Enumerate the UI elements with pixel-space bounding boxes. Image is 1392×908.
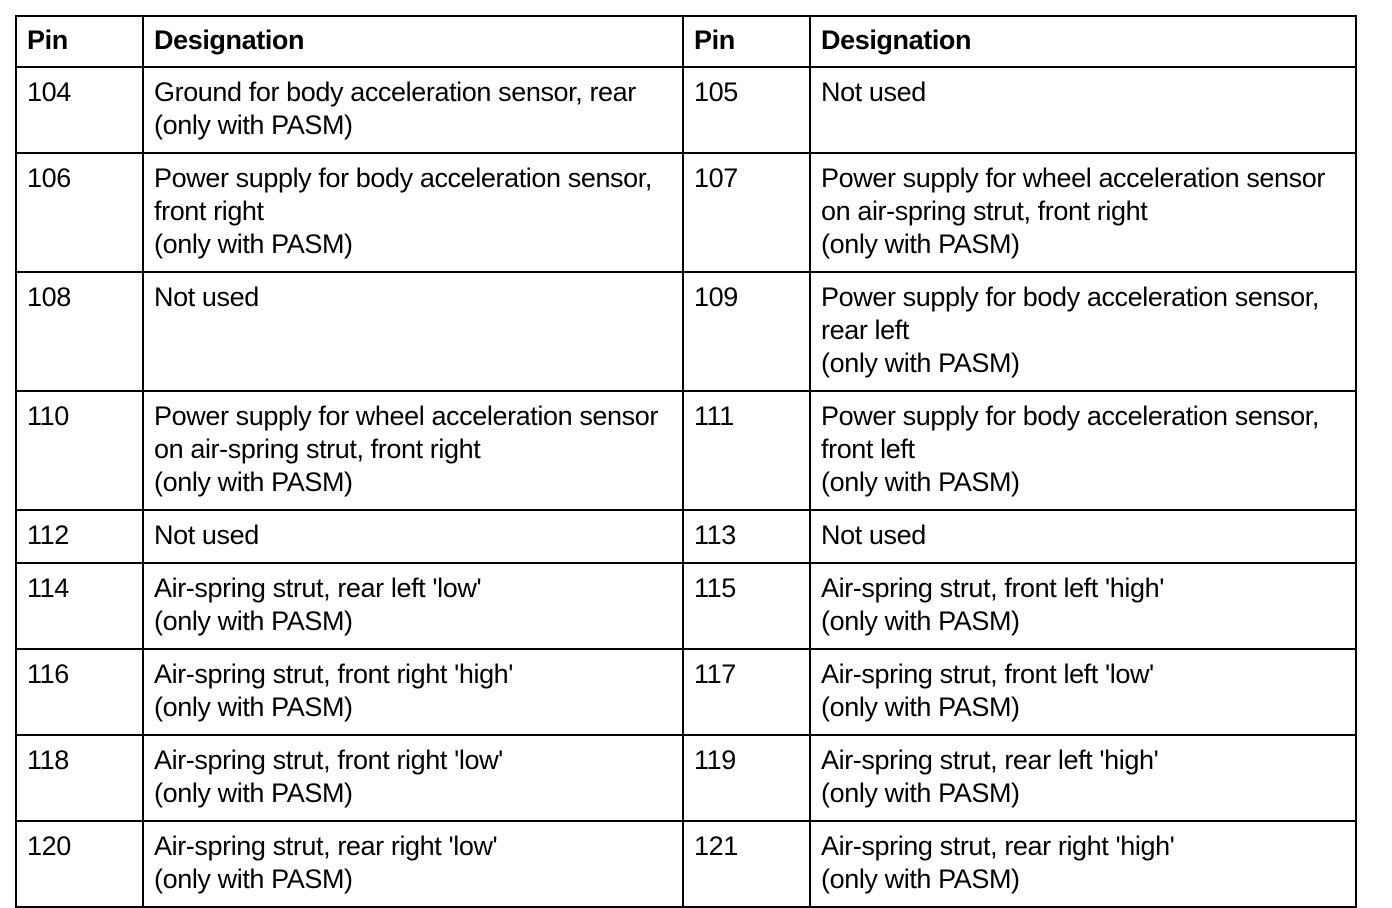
designation-line: Not used xyxy=(821,77,926,107)
designation-line: front right xyxy=(154,196,264,226)
pin-designation-right xyxy=(810,272,1356,391)
pin-number-right: 109 xyxy=(683,272,810,391)
pin-number-right: 105 xyxy=(683,67,810,153)
designation-line: Power supply for wheel acceleration sensor xyxy=(154,401,658,431)
designation-line: Air-spring strut, front right 'high' xyxy=(154,659,514,689)
table-row xyxy=(16,153,1356,272)
designation-line: Air-spring strut, rear left 'high' xyxy=(821,745,1159,775)
pin-number-left: 118 xyxy=(16,735,143,821)
designation-line: (only with PASM) xyxy=(821,467,1020,497)
pin-designation-right xyxy=(810,510,1356,563)
designation-line: (only with PASM) xyxy=(154,778,353,808)
pin-designation-right xyxy=(810,649,1356,735)
designation-line: Air-spring strut, rear right 'high' xyxy=(821,831,1175,861)
pin-number-right: 119 xyxy=(683,735,810,821)
header-designation-left: Designation xyxy=(143,16,683,67)
table-row xyxy=(16,510,1356,563)
pin-number-left: 120 xyxy=(16,821,143,907)
designation-line: Air-spring strut, front left 'low' xyxy=(821,659,1154,689)
designation-line: (only with PASM) xyxy=(821,778,1020,808)
table-row xyxy=(16,272,1356,391)
designation-line: Not used xyxy=(821,520,926,550)
designation-line: Not used xyxy=(154,282,259,312)
designation-line: Air-spring strut, rear left 'low' xyxy=(154,573,482,603)
designation-line: on air-spring strut, front right xyxy=(821,196,1148,226)
pin-number-right: 117 xyxy=(683,649,810,735)
designation-line: Power supply for body acceleration sensor, xyxy=(154,163,652,193)
designation-line: (only with PASM) xyxy=(821,692,1020,722)
pin-number-right: 107 xyxy=(683,153,810,272)
table-row xyxy=(16,67,1356,153)
pin-designation-left xyxy=(143,153,683,272)
pin-designation-right xyxy=(810,153,1356,272)
header-pin-right: Pin xyxy=(683,16,810,67)
table-row xyxy=(16,649,1356,735)
pin-designation-right xyxy=(810,821,1356,907)
pin-designation-left xyxy=(143,391,683,510)
designation-line: (only with PASM) xyxy=(821,229,1020,259)
pin-number-right: 121 xyxy=(683,821,810,907)
table-row xyxy=(16,391,1356,510)
pin-number-left: 104 xyxy=(16,67,143,153)
table-header xyxy=(16,16,1356,67)
pin-number-left: 110 xyxy=(16,391,143,510)
table-body xyxy=(16,67,1356,907)
pin-designation-left xyxy=(143,821,683,907)
pin-number-right: 113 xyxy=(683,510,810,563)
designation-line: Air-spring strut, front left 'high' xyxy=(821,573,1164,603)
designation-line: Ground for body acceleration sensor, rear xyxy=(154,77,636,107)
pin-number-right: 115 xyxy=(683,563,810,649)
designation-line: (only with PASM) xyxy=(821,348,1020,378)
designation-line: (only with PASM) xyxy=(154,692,353,722)
designation-line: rear left xyxy=(821,315,909,345)
designation-line: Power supply for body acceleration sensor, xyxy=(821,282,1319,312)
pin-number-left: 116 xyxy=(16,649,143,735)
pin-designation-left xyxy=(143,67,683,153)
table-row xyxy=(16,821,1356,907)
pin-designation-left xyxy=(143,735,683,821)
designation-line: on air-spring strut, front right xyxy=(154,434,481,464)
designation-line: (only with PASM) xyxy=(154,864,353,894)
pin-number-right: 111 xyxy=(683,391,810,510)
header-pin-left: Pin xyxy=(16,16,143,67)
table-row xyxy=(16,735,1356,821)
pin-designation-right xyxy=(810,735,1356,821)
pin-designation-right xyxy=(810,67,1356,153)
header-row xyxy=(16,16,1356,67)
pin-designation-left xyxy=(143,510,683,563)
designation-line: (only with PASM) xyxy=(821,606,1020,636)
pin-designation-right xyxy=(810,391,1356,510)
pin-assignment-table xyxy=(15,15,1357,908)
designation-line: (only with PASM) xyxy=(154,229,353,259)
designation-line: (only with PASM) xyxy=(821,864,1020,894)
pin-number-left: 112 xyxy=(16,510,143,563)
pin-number-left: 108 xyxy=(16,272,143,391)
pin-designation-left xyxy=(143,563,683,649)
pin-designation-left xyxy=(143,649,683,735)
pin-number-left: 114 xyxy=(16,563,143,649)
pin-number-left: 106 xyxy=(16,153,143,272)
designation-line: Power supply for wheel acceleration sensor xyxy=(821,163,1325,193)
pin-designation-right xyxy=(810,563,1356,649)
table-row xyxy=(16,563,1356,649)
designation-line: Air-spring strut, rear right 'low' xyxy=(154,831,498,861)
header-designation-right: Designation xyxy=(810,16,1356,67)
designation-line: (only with PASM) xyxy=(154,110,353,140)
designation-line: front left xyxy=(821,434,915,464)
designation-line: Not used xyxy=(154,520,259,550)
designation-line: Power supply for body acceleration sensor, xyxy=(821,401,1319,431)
designation-line: Air-spring strut, front right 'low' xyxy=(154,745,503,775)
pin-designation-left xyxy=(143,272,683,391)
designation-line: (only with PASM) xyxy=(154,606,353,636)
designation-line: (only with PASM) xyxy=(154,467,353,497)
